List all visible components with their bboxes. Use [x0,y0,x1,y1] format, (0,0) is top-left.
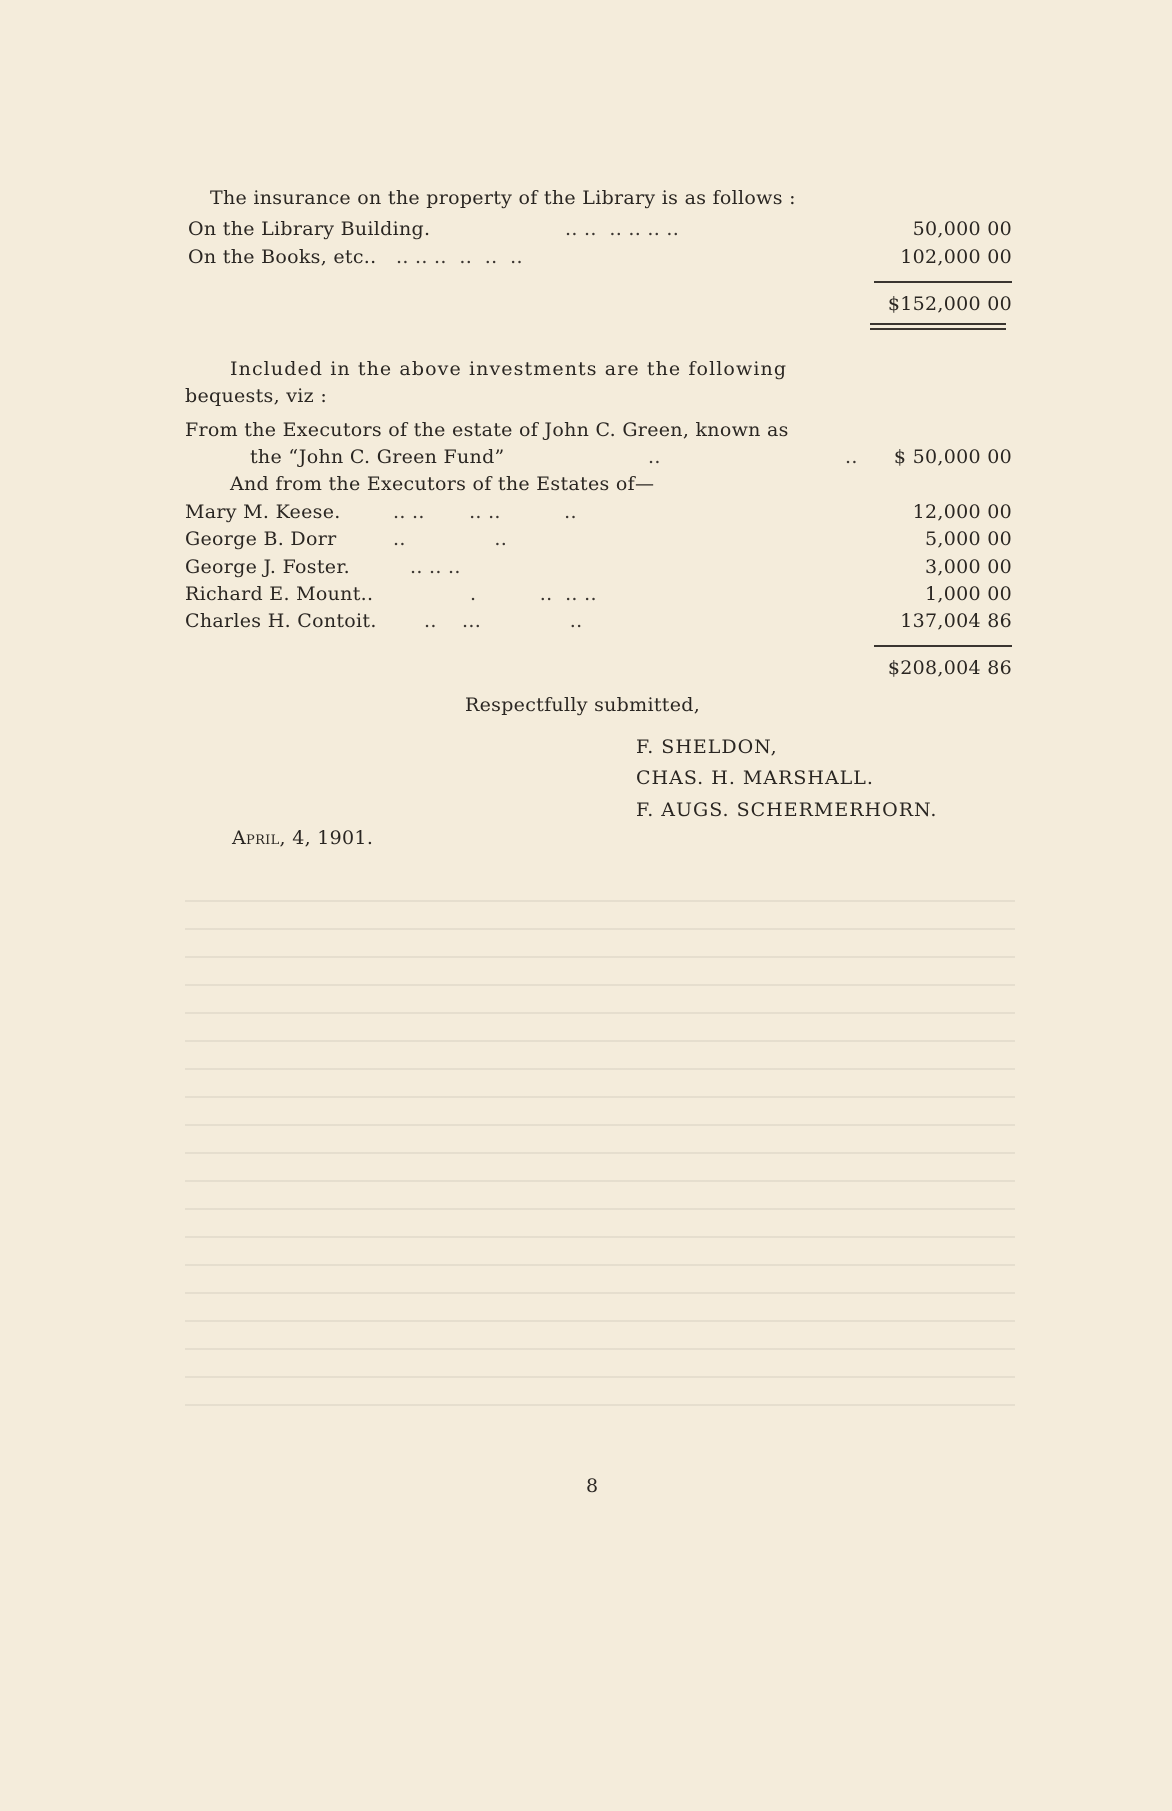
insurance-row-amount: 50,000 00 [912,218,1012,240]
signatory: CHAS. H. MARSHALL. [636,767,874,789]
bequest-row-dots: .. ... .. [424,610,583,632]
bequest-row-dots: .. .. [393,528,508,550]
bequest-row-label: Richard E. Mount.. [185,583,374,605]
bequest-row-amount: 1,000 00 [924,583,1012,605]
sum-rule [874,281,1012,283]
bequest-row-label: Mary M. Keese. [185,501,341,523]
insurance-row-amount: 102,000 00 [900,246,1012,268]
bequest-row-dots: .. .. .. .. .. [393,501,577,523]
insurance-row-label: On the Library Building. [188,218,431,240]
bequests-intro: Included in the above investments are the following [230,358,788,380]
green-fund-amount: $ 50,000 00 [893,446,1012,468]
insurance-intro: The insurance on the property of the Library is as follows : [210,187,796,209]
bequest-row-label: George B. Dorr [185,528,337,550]
sum-rule [874,645,1012,647]
bequests-total: $208,004 86 [887,657,1012,679]
bequest-row-amount: 5,000 00 [924,528,1012,550]
estates-intro: And from the Executors of the Estates of— [230,473,655,495]
bequest-row-amount: 137,004 86 [900,610,1012,632]
bequest-row-label: Charles H. Contoit. [185,610,377,632]
green-fund-dots: .. [648,446,661,468]
signatory: F. SHELDON, [636,736,778,758]
page-number: 8 [586,1475,599,1497]
insurance-row-label: On the Books, etc.. [188,246,377,268]
bleed-through-text [185,900,1015,1420]
insurance-row-dots: .. .. .. .. .. .. [396,246,523,268]
bequest-row-dots: . .. .. .. [470,583,597,605]
closing-date: April, 4, 1901. [232,827,374,849]
bequest-row-amount: 3,000 00 [924,556,1012,578]
insurance-total: $152,000 00 [887,293,1012,315]
green-fund-dots: .. [845,446,858,468]
bequest-row-amount: 12,000 00 [912,501,1012,523]
bequest-row-dots: .. .. .. [410,556,461,578]
green-fund-text: From the Executors of the estate of John C. Green, known as [185,419,789,441]
total-double-rule [870,328,1006,330]
bequests-intro: bequests, viz : [185,385,328,407]
insurance-row-dots: .. .. .. .. .. .. [565,218,680,240]
signatory: F. AUGS. SCHERMERHORN. [636,799,938,821]
green-fund-text: the “John C. Green Fund” [250,446,505,468]
bequest-row-label: George J. Foster. [185,556,350,578]
total-double-rule [870,323,1006,325]
closing-submitted: Respectfully submitted, [465,694,701,716]
